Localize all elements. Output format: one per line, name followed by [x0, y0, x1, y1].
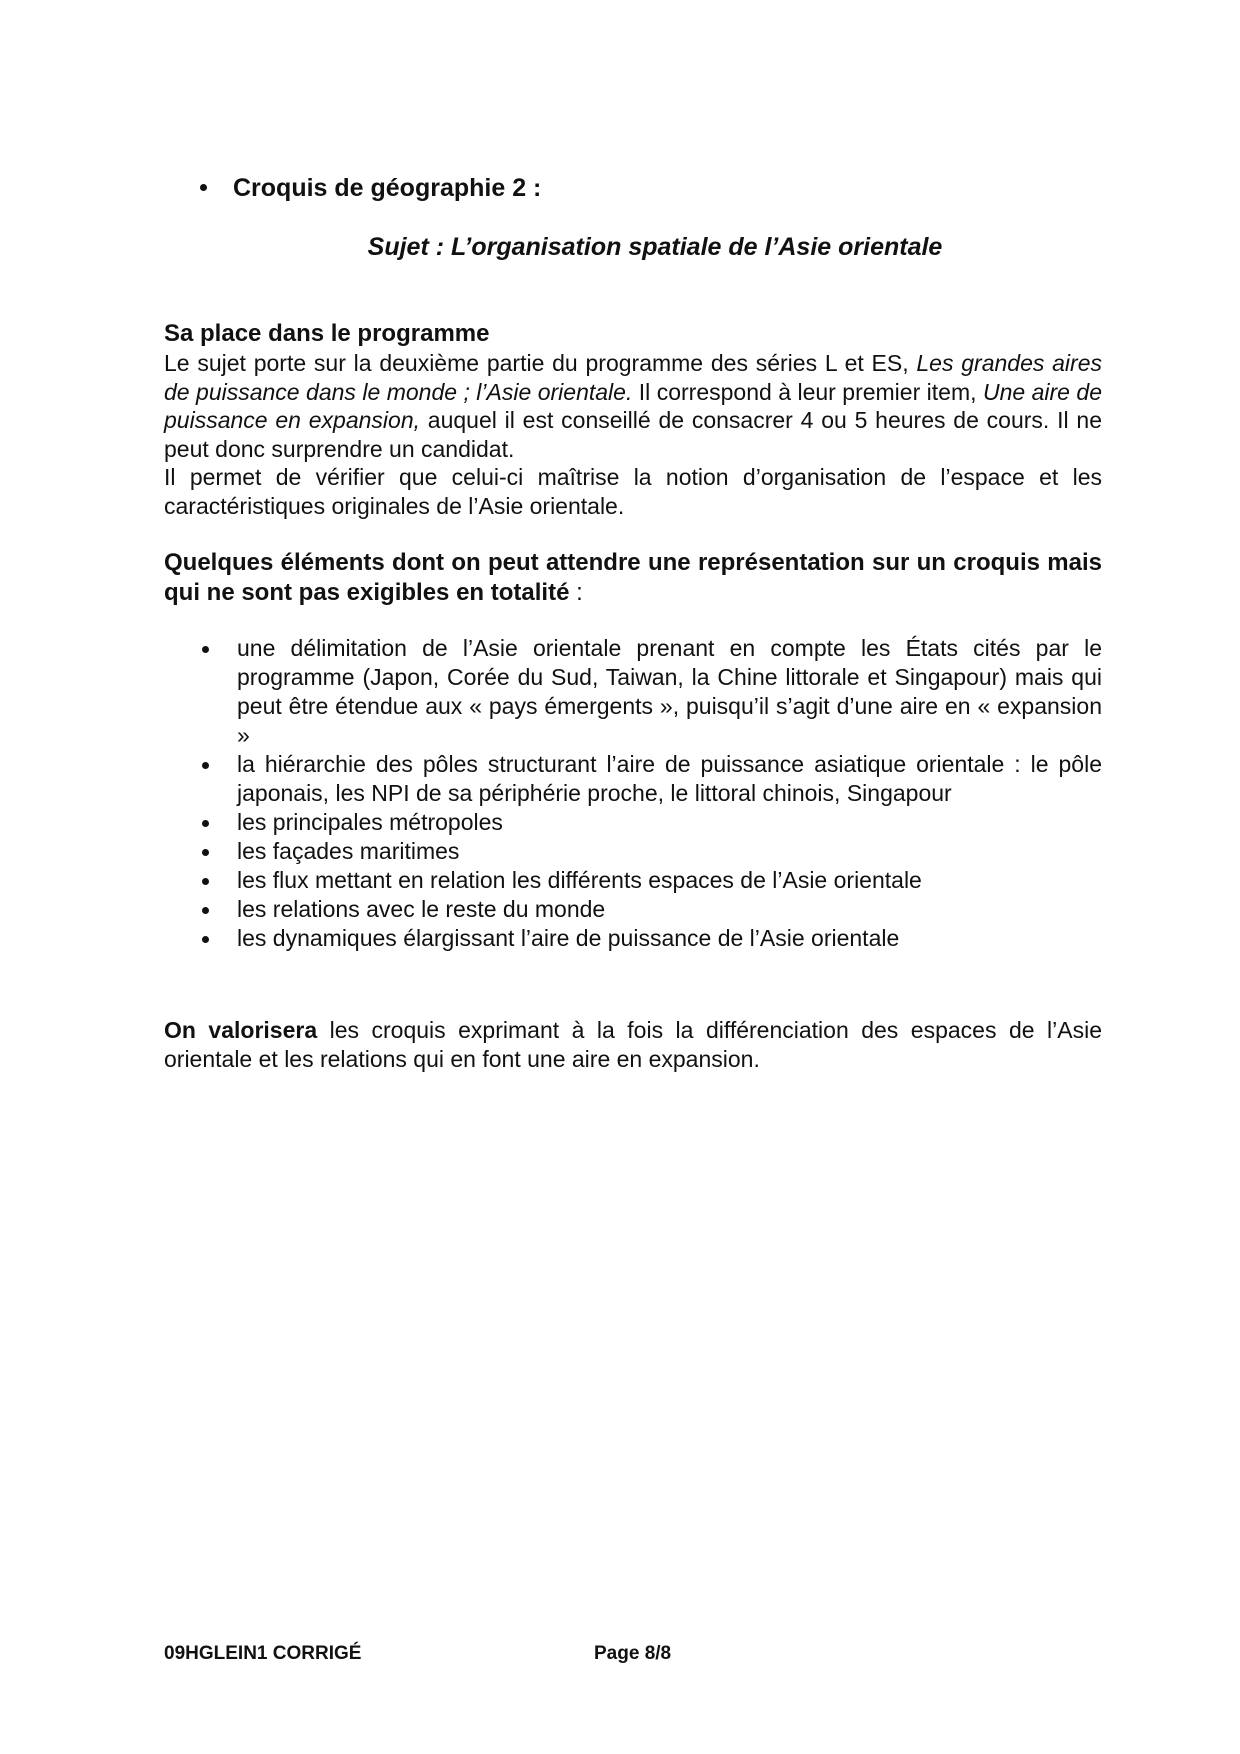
- text-run: Il correspond à leur premier item,: [632, 378, 983, 405]
- list-item: [202, 634, 1102, 750]
- bullet-icon: [202, 849, 209, 856]
- list-item: [202, 866, 1102, 895]
- list-item-text: une délimitation de l’Asie orientale prenant en compte les États cités par le programme (Japon, Corée du Sud, Taiwan, la Chine littorale et Singapour) mais qui peut être étendue aux « pays émergents », puisqu’il s’agit d’une aire en « expansion »: [237, 635, 1102, 748]
- section-title: Sa place dans le programme: [164, 320, 490, 347]
- list-item: [202, 924, 1102, 953]
- paragraph: Il permet de vérifier que celui-ci maîtrise la notion d’organisation de l’espace et les caractéristiques originales de l’Asie orientale.: [164, 464, 1102, 519]
- text-run: auquel il est conseillé de consacrer 4 ou 5 heures de cours. Il ne peut donc surprendre un candidat.: [164, 407, 1102, 462]
- page-number: Page 8/8: [594, 1643, 672, 1664]
- subject-title: Sujet : L’organisation spatiale de l’Asie orientale: [367, 233, 943, 261]
- list-item-text: les relations avec le reste du monde: [237, 896, 606, 922]
- section-heading: [200, 174, 541, 203]
- list-item: [202, 837, 1102, 866]
- list-item-text: les flux mettant en relation les différents espaces de l’Asie orientale: [237, 867, 922, 893]
- text-run: les croquis exprimant à la fois la différenciation des espaces de l’Asie orientale et les relations qui en font une aire en expansion.: [164, 1017, 1102, 1072]
- list-item-text: la hiérarchie des pôles structurant l’aire de puissance asiatique orientale : le pôle japonais, les NPI de sa périphérie proche, le littoral chinois, Singapour: [237, 751, 1102, 806]
- conclusion: [164, 1016, 1102, 1073]
- section-title-text: Quelques éléments dont on peut attendre une représentation sur un croquis mais qui ne sont pas exigibles en totalité: [164, 549, 1102, 606]
- list-item: [202, 750, 1102, 808]
- text-run: Le sujet porte sur la deuxième partie du programme des séries L et ES,: [164, 350, 917, 376]
- bullet-icon: [202, 878, 209, 885]
- conclusion-lead: On valorisera: [164, 1017, 318, 1043]
- list-item-text: les principales métropoles: [237, 809, 503, 835]
- paragraph: [164, 1016, 1102, 1073]
- list-item-text: les dynamiques élargissant l’aire de puissance de l’Asie orientale: [237, 925, 900, 951]
- program-title: Les grandes aires de puissance dans le monde ; l’Asie orientale.: [164, 350, 1102, 405]
- list-item: [202, 895, 1102, 924]
- bullet-icon: [200, 184, 207, 191]
- bullet-icon: [202, 907, 209, 914]
- elements-list: [202, 634, 1102, 953]
- list-item-text: les façades maritimes: [237, 838, 460, 864]
- bullet-icon: [202, 820, 209, 827]
- list-item: [202, 808, 1102, 837]
- paragraph: [164, 349, 1102, 463]
- heading-text: Croquis de géographie 2 :: [233, 174, 542, 202]
- bullet-icon: [202, 646, 209, 653]
- section-elements: [164, 548, 1102, 608]
- bullet-icon: [202, 936, 209, 943]
- section-title: [164, 548, 1102, 608]
- section-program-place: [164, 319, 1102, 520]
- item-title: Une aire de puissance en expansion,: [164, 378, 1103, 433]
- footer-code: 09HGLEIN1 CORRIGÉ: [164, 1643, 362, 1664]
- bullet-icon: [202, 762, 209, 769]
- section-title-suffix: :: [569, 579, 583, 606]
